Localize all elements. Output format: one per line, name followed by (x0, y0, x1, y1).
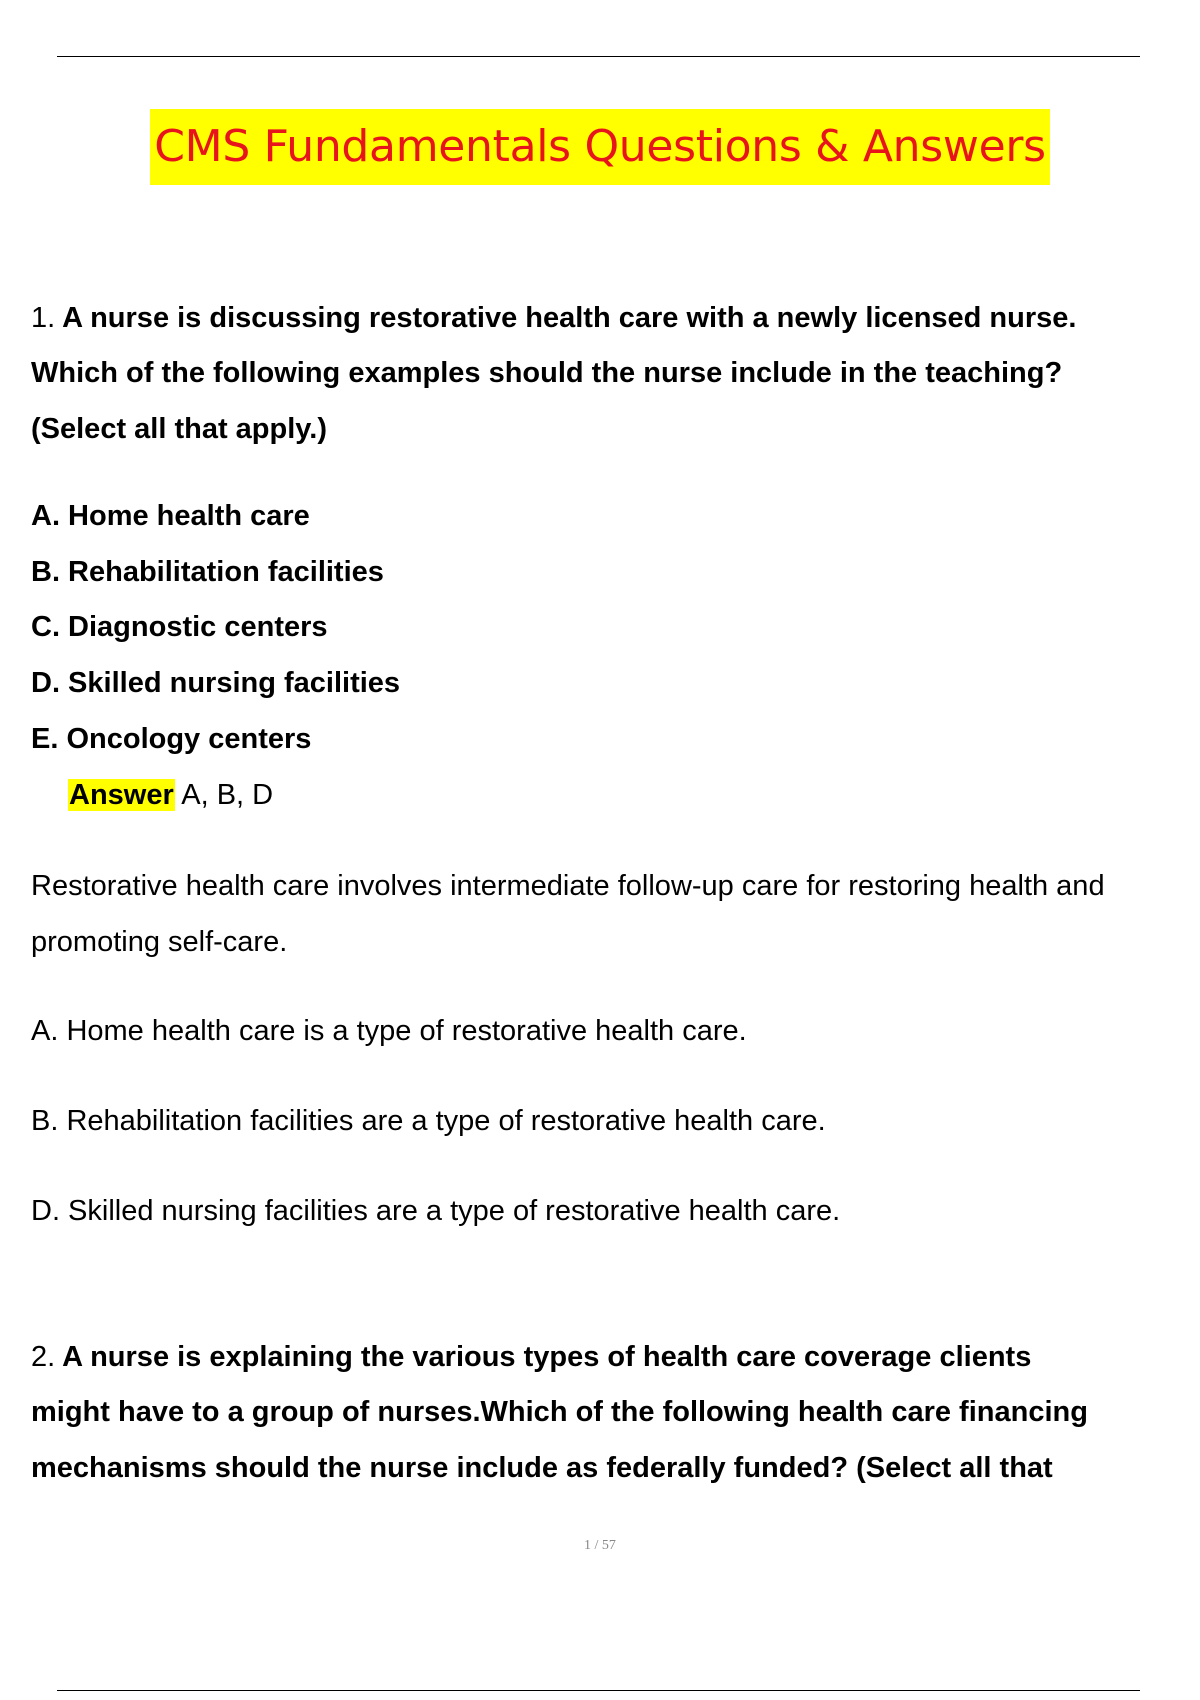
rationale-b: B. Rehabilitation facilities are a type of restorative health care. (31, 1105, 826, 1137)
answer-row (68, 777, 273, 813)
question-2-line-2: might have to a group of nurses.Which of the following health care financing (31, 1396, 1088, 1428)
question-2-line-3: mechanisms should the nurse include as federally funded? (Select all that (31, 1452, 1053, 1484)
answer-label: Answer (69, 779, 174, 811)
option-a: A. Home health care (31, 500, 310, 532)
title-container (0, 109, 1200, 185)
top-rule (57, 56, 1140, 57)
question-2-number: 2. (31, 1341, 56, 1373)
question-1-line-2: Which of the following examples should the nurse include in the teaching? (31, 357, 1063, 389)
question-1-number: 1. (31, 302, 56, 334)
answer-value: A, B, D (181, 779, 274, 811)
question-1-text-1: A nurse is discussing restorative health care with a newly licensed nurse. (62, 302, 1077, 334)
option-c: C. Diagnostic centers (31, 611, 328, 643)
explanation-line-1: Restorative health care involves intermediate follow-up care for restoring health and (31, 870, 1105, 902)
question-1-line-1 (31, 300, 1076, 336)
question-2-line-1 (31, 1339, 1031, 1375)
option-b: B. Rehabilitation facilities (31, 556, 384, 588)
option-e: E. Oncology centers (31, 723, 312, 755)
document-title: CMS Fundamentals Questions & Answers (150, 109, 1050, 185)
explanation-line-2: promoting self-care. (31, 926, 288, 958)
page-number: 1 / 57 (584, 1538, 616, 1553)
question-2-text-1: A nurse is explaining the various types of health care coverage clients (62, 1341, 1032, 1373)
option-d: D. Skilled nursing facilities (31, 667, 401, 699)
rationale-a: A. Home health care is a type of restorative health care. (31, 1015, 747, 1047)
rationale-d: D. Skilled nursing facilities are a type of restorative health care. (31, 1195, 841, 1227)
question-1-line-3: (Select all that apply.) (31, 413, 327, 445)
bottom-rule (57, 1690, 1140, 1691)
